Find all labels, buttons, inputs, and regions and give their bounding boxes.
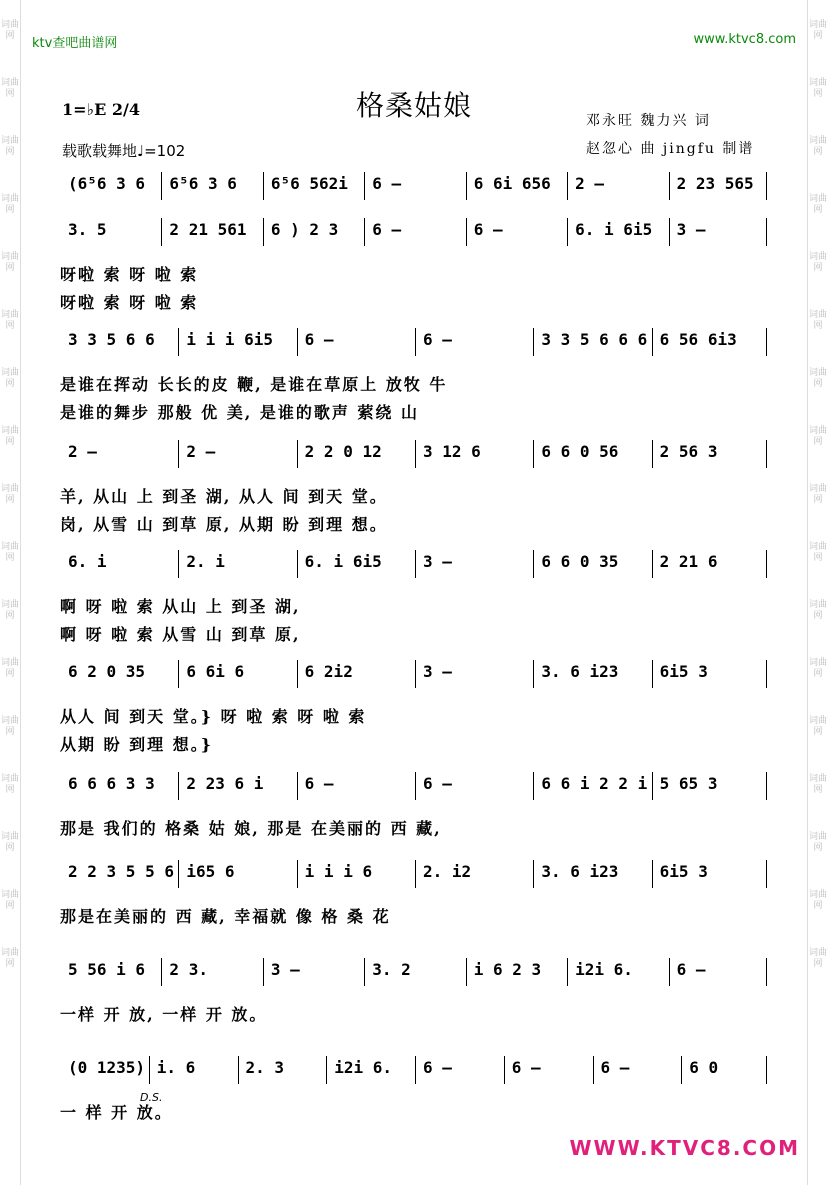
measure: 3 12 6 — [423, 442, 481, 461]
bar-line — [766, 958, 767, 986]
measure: 2 23 6 i — [186, 774, 264, 793]
measure: 6 6 0 56 — [541, 442, 619, 461]
watermark-text: 词曲网 — [808, 948, 827, 969]
bar-line — [178, 660, 179, 688]
bar-line — [652, 440, 653, 468]
bar-line — [161, 958, 162, 986]
bar-line — [466, 958, 467, 986]
measure: 6. i — [68, 552, 107, 571]
bar-line — [766, 172, 767, 200]
measure: 2. i — [186, 552, 225, 571]
measure: 6⁵6 3 6 — [169, 174, 237, 193]
notation-row — [60, 858, 770, 892]
lyric-line: 岗, 从雪 山 到草 原, 从期 盼 到理 想。 — [60, 515, 388, 534]
measure: 5 65 3 — [659, 774, 718, 793]
watermark-text: 词曲网 — [808, 310, 827, 331]
bar-line — [415, 328, 416, 356]
measure: 6 – — [600, 1058, 630, 1077]
measure: i2i 6. — [334, 1058, 393, 1077]
bar-line — [415, 440, 416, 468]
bar-line — [567, 958, 568, 986]
measure: i2i 6. — [575, 960, 633, 979]
bar-line — [415, 772, 416, 800]
bar-line — [533, 550, 534, 578]
song-title: 格桑姑娘 — [355, 89, 472, 122]
bar-line — [178, 328, 179, 356]
watermark-text: 词曲网 — [808, 368, 827, 389]
bar-line — [415, 660, 416, 688]
watermark-text: 词曲网 — [808, 194, 827, 215]
bar-line — [364, 172, 365, 200]
bar-line — [766, 660, 767, 688]
measure: 5 56 i 6 — [68, 960, 146, 979]
lyricist-credit: 邓永旺 魏力兴 词 — [586, 113, 711, 129]
bar-line — [297, 772, 298, 800]
bar-line — [766, 218, 767, 246]
watermark-text: 词曲网 — [0, 658, 19, 679]
bar-line — [652, 772, 653, 800]
measure: (6⁵6 3 6 — [68, 174, 146, 193]
notation-row — [60, 658, 770, 692]
notation-row — [60, 326, 770, 360]
measure: 6 6 0 35 — [541, 552, 619, 571]
bar-line — [161, 172, 162, 200]
watermark-text: 词曲网 — [0, 542, 19, 563]
bar-line — [415, 550, 416, 578]
measure: 6 – — [423, 1058, 452, 1077]
bar-line — [652, 550, 653, 578]
watermark-text: 词曲网 — [0, 194, 19, 215]
measure: 6 – — [304, 330, 334, 349]
bar-line — [533, 860, 534, 888]
watermark-text: 词曲网 — [808, 20, 827, 41]
measure: i. 6 — [156, 1058, 196, 1077]
watermark-text: 词曲网 — [0, 310, 19, 331]
bar-line — [297, 860, 298, 888]
time-signature: 2/4 — [111, 100, 140, 119]
notation-row — [60, 770, 770, 804]
watermark-text: 词曲网 — [0, 252, 19, 273]
measure: 3 – — [676, 220, 706, 239]
bar-line — [766, 860, 767, 888]
watermark-text: 词曲网 — [0, 832, 19, 853]
measure: 6 – — [372, 174, 402, 193]
measure: 2 – — [575, 174, 605, 193]
watermark-text: 词曲网 — [808, 484, 827, 505]
measure: 6 6i 656 — [473, 174, 551, 193]
watermark-text: 词曲网 — [0, 78, 19, 99]
composer-credit: 赵忽心 曲 jingfu 制谱 — [586, 141, 755, 157]
bar-line — [466, 172, 467, 200]
bar-line — [263, 958, 264, 986]
lyric-line: 啊 呀 啦 索 从山 上 到圣 湖, — [60, 597, 301, 616]
bar-line — [178, 440, 179, 468]
bar-line — [178, 860, 179, 888]
measure: 6 – — [676, 960, 706, 979]
bar-line — [669, 218, 670, 246]
measure: 2 – — [68, 442, 97, 461]
measure: 6i5 3 — [659, 662, 708, 681]
notation-row — [60, 170, 770, 204]
bar-line — [533, 660, 534, 688]
measure: 6. i 6i5 — [304, 552, 382, 571]
watermark-text: 词曲网 — [808, 136, 827, 157]
tempo-marking: 载歌载舞地♩=102 — [62, 142, 186, 160]
measure: 6 56 6i3 — [659, 330, 737, 349]
watermark-text: 词曲网 — [0, 600, 19, 621]
lyric-line: 那是 我们的 格桑 姑 娘, 那是 在美丽的 西 藏, — [60, 819, 442, 838]
key-signature: 1=♭E 2/4 — [62, 100, 140, 119]
measure: 3 3 5 6 6 6 — [541, 330, 648, 349]
bar-line — [567, 218, 568, 246]
bar-line — [326, 1056, 327, 1084]
lyric-line: 啊 呀 啦 索 从雪 山 到草 原, — [60, 625, 301, 644]
watermark-text: 词曲网 — [808, 542, 827, 563]
site-link-right[interactable]: www.ktvc8.com — [693, 32, 796, 47]
bar-line — [766, 1056, 767, 1084]
lyric-line: 从期 盼 到理 想。} — [60, 735, 214, 754]
measure: (0 1235) — [68, 1058, 146, 1077]
bar-line — [681, 1056, 682, 1084]
bar-line — [297, 660, 298, 688]
lyric-line: 是谁的舞步 那般 优 美, 是谁的歌声 萦绕 山 — [60, 403, 419, 422]
lyric-line: 羊, 从山 上 到圣 湖, 从人 间 到天 堂。 — [60, 487, 388, 506]
notation-row — [60, 1054, 770, 1088]
measure: 2 3. — [169, 960, 208, 979]
measure: 6 – — [423, 774, 452, 793]
notation-row — [60, 216, 770, 250]
watermark-text: 词曲网 — [0, 136, 19, 157]
measure: 6 – — [423, 330, 452, 349]
lyric-line: 那是在美丽的 西 藏, 幸福就 像 格 桑 花 — [60, 907, 391, 926]
measure: 6 0 — [689, 1058, 719, 1077]
bar-line — [593, 1056, 594, 1084]
measure: 2 2 3 5 5 6 — [68, 862, 174, 881]
measure: 6⁵6 562i — [270, 174, 348, 193]
watermark-text: 词曲网 — [808, 890, 827, 911]
bar-line — [263, 218, 264, 246]
measure: 2 2 0 12 — [304, 442, 382, 461]
measure: 2 – — [186, 442, 216, 461]
measure: 6 6 i 2 2 i — [541, 774, 648, 793]
bar-line — [178, 772, 179, 800]
lyric-line: 呀啦 索 呀 啦 索 — [60, 265, 199, 284]
watermark-text: 词曲网 — [0, 774, 19, 795]
measure: i i i 6i5 — [186, 330, 274, 349]
bar-line — [567, 172, 568, 200]
bar-line — [415, 1056, 416, 1084]
watermark-text: 词曲网 — [808, 832, 827, 853]
measure: 6 – — [372, 220, 402, 239]
bar-line — [466, 218, 467, 246]
notation-row — [60, 438, 770, 472]
bar-line — [238, 1056, 239, 1084]
measure: 2 21 561 — [169, 220, 247, 239]
measure: 6 6 6 3 3 — [68, 774, 155, 793]
watermark-text: 词曲网 — [808, 716, 827, 737]
measure: 6i5 3 — [659, 862, 708, 881]
bar-line — [297, 440, 298, 468]
watermark-text: 词曲网 — [808, 600, 827, 621]
left-watermark-strip — [0, 0, 21, 1185]
bar-line — [161, 218, 162, 246]
watermark-text: 词曲网 — [808, 426, 827, 447]
bar-line — [263, 172, 264, 200]
measure: 2. 3 — [245, 1058, 285, 1077]
watermark-text: 词曲网 — [0, 484, 19, 505]
footer-logo: WWW.KTVC8.COM — [569, 1136, 800, 1160]
watermark-text: 词曲网 — [0, 716, 19, 737]
bar-line — [533, 772, 534, 800]
watermark-text: 词曲网 — [808, 252, 827, 273]
ds-marking: D.S. — [140, 1091, 163, 1104]
lyric-line: 从人 间 到天 堂。} 呀 啦 索 呀 啦 索 — [60, 707, 367, 726]
measure: 3. 5 — [68, 220, 107, 239]
measure: 6 – — [511, 1058, 541, 1077]
measure: 3 – — [423, 662, 452, 681]
site-link-left[interactable]: ktv查吧曲谱网 — [32, 36, 118, 51]
watermark-text: 词曲网 — [0, 426, 19, 447]
notation-row — [60, 548, 770, 582]
watermark-text: 词曲网 — [808, 774, 827, 795]
lyric-line: 是谁在挥动 长长的皮 鞭, 是谁在草原上 放牧 牛 — [60, 375, 448, 394]
measure: 6 ) 2 3 — [270, 220, 339, 239]
measure: 3 3 5 6 6 — [68, 330, 155, 349]
measure: 6 – — [304, 774, 334, 793]
measure: 2. i2 — [423, 862, 472, 881]
lyric-line: 一 样 开 放。 — [60, 1103, 173, 1122]
measure: 3. 6 i23 — [541, 862, 619, 881]
bar-line — [364, 958, 365, 986]
bar-line — [178, 550, 179, 578]
bar-line — [415, 860, 416, 888]
notation-row — [60, 956, 770, 990]
lyric-line: 呀啦 索 呀 啦 索 — [60, 293, 199, 312]
bar-line — [669, 172, 670, 200]
bar-line — [652, 328, 653, 356]
measure: 3 – — [270, 960, 300, 979]
lyric-line: 一样 开 放, 一样 开 放。 — [60, 1005, 268, 1024]
measure: 3 – — [423, 552, 452, 571]
measure: 6. i 6i5 — [575, 220, 653, 239]
bar-line — [533, 440, 534, 468]
watermark-text: 词曲网 — [0, 890, 19, 911]
bar-line — [766, 328, 767, 356]
bar-line — [504, 1056, 505, 1084]
watermark-text: 词曲网 — [808, 78, 827, 99]
bar-line — [297, 328, 298, 356]
bar-line — [766, 550, 767, 578]
measure: 3. 6 i23 — [541, 662, 619, 681]
measure: 2 56 3 — [659, 442, 718, 461]
measure: i i i 6 — [304, 862, 373, 881]
measure: 6 2 0 35 — [68, 662, 146, 681]
bar-line — [652, 660, 653, 688]
bar-line — [669, 958, 670, 986]
measure: 6 2i2 — [304, 662, 353, 681]
watermark-text: 词曲网 — [808, 658, 827, 679]
measure: 6 – — [473, 220, 503, 239]
watermark-text: 词曲网 — [0, 948, 19, 969]
measure: 2 23 565 — [676, 174, 754, 193]
watermark-text: 词曲网 — [0, 20, 19, 41]
bar-line — [766, 440, 767, 468]
right-watermark-strip — [807, 0, 828, 1185]
measure: 6 6i 6 — [186, 662, 245, 681]
watermark-text: 词曲网 — [0, 368, 19, 389]
measure: i 6 2 3 — [473, 960, 542, 979]
bar-line — [149, 1056, 150, 1084]
measure: 2 21 6 — [659, 552, 718, 571]
bar-line — [364, 218, 365, 246]
bar-line — [766, 772, 767, 800]
measure: i65 6 — [186, 862, 235, 881]
measure: 3. 2 — [372, 960, 411, 979]
bar-line — [297, 550, 298, 578]
bar-line — [652, 860, 653, 888]
bar-line — [533, 328, 534, 356]
